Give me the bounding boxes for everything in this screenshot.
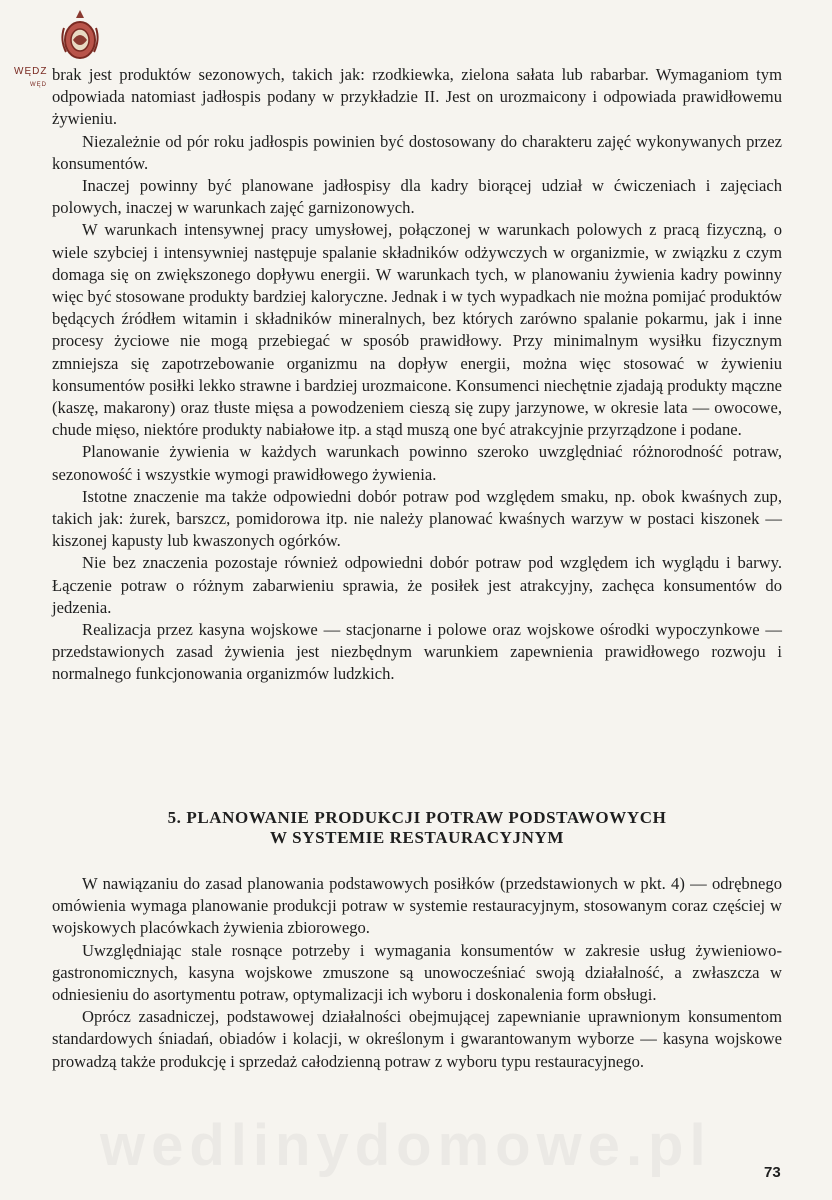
paragraph: brak jest produktów sezonowych, takich jak: rzodkiewka, zielona sałata lub rabarbar. Wymaganiom tym odpowiada natomiast jadłospis podany w przykładzie II. Jest on urozmaicony i odpowiada prawidłowemu żywieniu. bbox=[52, 65, 782, 129]
logo-subtext: WĘD bbox=[30, 82, 47, 88]
body-text-upper bbox=[52, 64, 782, 686]
paragraph: Planowanie żywienia w każdych warunkach powinno szeroko uwzględniać różnorodność potraw, sezonowość i wszystkie wymogi prawidłowego żywienia. bbox=[52, 442, 782, 484]
section-heading-line: W SYSTEMIE RESTAURACYJNYM bbox=[270, 828, 564, 847]
paragraph: Realizacja przez kasyna wojskowe — stacjonarne i polowe oraz wojskowe ośrodki wypoczynkowe — przedstawionych zasad żywienia jest niezbędnym warunkiem zapewnienia prawidłowego rozwoju i normalnego funkcjonowania organizmów ludzkich. bbox=[52, 620, 782, 684]
page-number: 73 bbox=[764, 1164, 781, 1181]
paragraph: Niezależnie od pór roku jadłospis powinien być dostosowany do charakteru zajęć wykonywanych przez konsumentów. bbox=[52, 131, 782, 173]
paragraph: Nie bez znaczenia pozostaje również odpowiedni dobór potraw pod względem ich wyglądu i barwy. Łączenie potraw o różnym zabarwieniu sprawia, że posiłek jest atrakcyjny, zachęca konsumentów do jedzenia. bbox=[52, 553, 782, 617]
paragraph: Uwzględniając stale rosnące potrzeby i wymagania konsumentów w zakresie usług żywieniowo-gastronomicznych, kasyna wojskowe zmuszone są unowocześniać swoją działalność, a zwłaszcza w odniesieniu do asortymentu potraw, optymalizacji ich wyboru i doskonalenia form obsługi. bbox=[52, 940, 782, 1005]
crest-logo-icon bbox=[58, 8, 102, 64]
paragraph: Oprócz zasadniczej, podstawowej działalności obejmującej zapewnianie uprawnionym konsumentom standardowych śniadań, obiadów i kolacji, w określonym i gwarantowanym wyborze — kasyna wojskowe prowadzą także produkcję i sprzedaż całodzienną potraw z wyboru typu restauracyjnego. bbox=[52, 1007, 782, 1071]
section-heading bbox=[52, 808, 782, 848]
body-text-lower bbox=[52, 873, 782, 1073]
watermark: wedlinydomowe.pl bbox=[100, 1113, 712, 1178]
section-heading-line: 5. PLANOWANIE PRODUKCJI POTRAW PODSTAWOWYCH bbox=[167, 808, 667, 827]
logo-text: WĘDZ bbox=[14, 66, 48, 77]
paragraph: Istotne znaczenie ma także odpowiedni dobór potraw pod względem smaku, np. obok kwaśnych zup, takich jak: żurek, barszcz, pomidorowa itp. nie należy planować kwaśnych warzyw w postaci kiszonek — kiszonej kapusty lub kwaszonych ogórków. bbox=[52, 486, 782, 551]
paragraph: W warunkach intensywnej pracy umysłowej, połączonej w warunkach polowych z pracą fizyczną, o wiele szybciej i intensywniej następuje spalanie składników odżywczych w organizmie, w związku z czym domaga się on zwiększonego dopływu energii. W warunkach tych, w planowaniu żywienia kadry powinny więc być stosowane produkty bardziej kaloryczne. Jednak i w tych wypadkach nie można pomijać produktów będących źródłem witamin i składników mineralnych, bez których zarówno spalanie pokarmu, jak i inne procesy życiowe nie mogą przebiegać w sposób prawidłowy. Przy minimalnym wysiłku fizycznym zmniejsza się zapotrzebowanie organizmu na dopływ energii, można więc stosować w żywieniu konsumentów posiłki lekko strawne i bardziej urozmaicone. Konsumenci niechętnie zjadają produkty mączne (kaszę, makarony) oraz tłuste mięsa a powodzeniem cieszą się zupy jarzynowe, w okresie lata — owocowe, chude mięso, niektóre produkty nabiałowe itp. a stąd muszą one być atrakcyjnie przyrządzone i podane. bbox=[52, 220, 782, 440]
paragraph: Inaczej powinny być planowane jadłospisy dla kadry biorącej udział w ćwiczeniach i zajęciach polowych, inaczej w warunkach zajęć garnizonowych. bbox=[52, 176, 782, 218]
paragraph: W nawiązaniu do zasad planowania podstawowych posiłków (przedstawionych w pkt. 4) — odrębnego omówienia wymaga planowanie produkcji potraw w systemie restauracyjnym, stosowanym coraz częściej w wojskowych placówkach żywienia zbiorowego. bbox=[52, 874, 782, 938]
